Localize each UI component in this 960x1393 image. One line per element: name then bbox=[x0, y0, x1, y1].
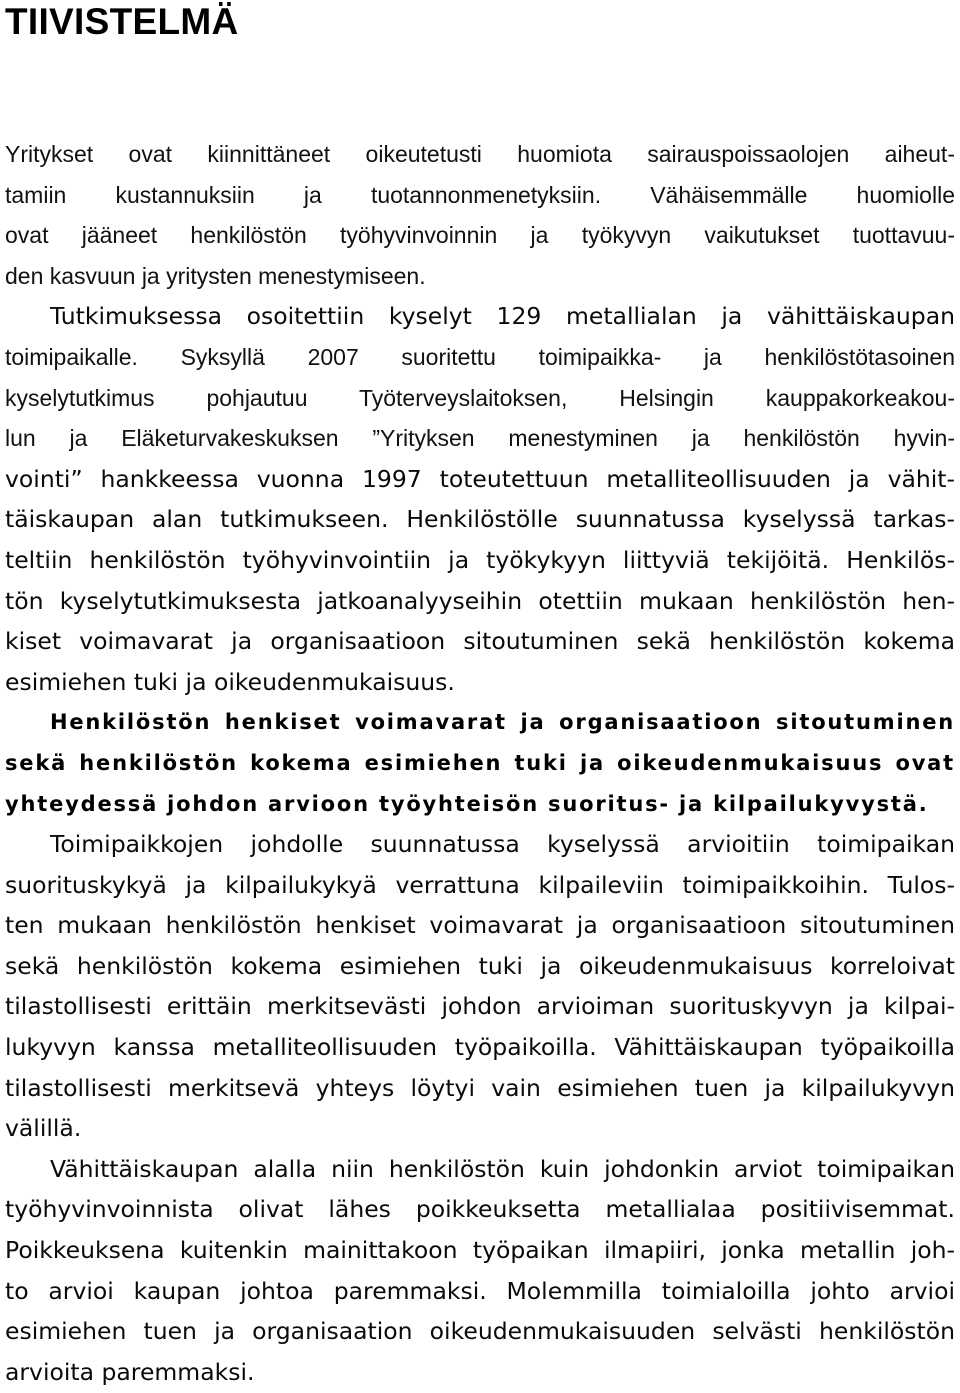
bold-text-line: yhteydessä johdon arvioon työyhteisön suoritus- ja kilpailukyvystä. bbox=[5, 791, 929, 816]
text-line: välillä. bbox=[5, 1114, 82, 1143]
text-line: lun ja Eläketurvakeskuksen ”Yrityksen menestyminen ja henkilöstön hyvin- bbox=[5, 425, 955, 452]
abstract-body bbox=[5, 134, 955, 1392]
text-line: tön kyselytutkimuksesta jatkoanalyyseihin otettiin mukaan henkilöstön hen- bbox=[5, 586, 955, 615]
page-title: TIIVISTELMÄ bbox=[5, 1, 239, 42]
text-line: työhyvinvoinnista olivat lähes poikkeuksetta metallialaa positiivisemmat. bbox=[5, 1195, 955, 1224]
text-line: esimiehen tuki ja oikeudenmukaisuus. bbox=[5, 667, 455, 696]
abstract-paragraph-2 bbox=[5, 296, 955, 702]
text-line: lukyvyn kanssa metalliteollisuuden työpaikoilla. Vähittäiskaupan työpaikoilla bbox=[5, 1033, 955, 1062]
abstract-paragraph-4 bbox=[5, 1149, 955, 1393]
text-line: den kasvuun ja yritysten menestymiseen. bbox=[5, 262, 426, 289]
text-line: arvioita paremmaksi. bbox=[5, 1357, 255, 1386]
bold-text-line: Henkilöstön henkiset voimavarat ja organisaatioon sitoutuminen bbox=[50, 710, 955, 735]
text-line: tilastollisesti merkitsevä yhteys löytyi vain esimiehen tuen ja kilpailukyvyn bbox=[5, 1073, 955, 1102]
abstract-key-finding bbox=[5, 702, 955, 824]
text-line: ten mukaan henkilöstön henkiset voimavarat ja organisaatioon sitoutuminen bbox=[5, 911, 955, 940]
text-line: to arvioi kaupan johtoa paremmaksi. Molemmilla toimialoilla johto arvioi bbox=[5, 1276, 955, 1305]
abstract-paragraph-3 bbox=[5, 824, 955, 1149]
text-line: esimiehen tuen ja organisaation oikeudenmukaisuuden selvästi henkilöstön bbox=[5, 1317, 955, 1346]
text-line: Toimipaikkojen johdolle suunnatussa kyselyssä arvioitiin toimipaikan bbox=[50, 830, 955, 859]
text-line: teltiin henkilöstön työhyvinvointiin ja työkykyyn liittyviä tekijöitä. Henkilös- bbox=[5, 545, 955, 574]
text-line: suorituskykyä ja kilpailukykyä verrattuna kilpaileviin toimipaikkoihin. Tulos- bbox=[5, 870, 955, 899]
abstract-paragraph-1 bbox=[5, 134, 955, 296]
text-line: Vähittäiskaupan alalla niin henkilöstön kuin johdonkin arviot toimipaikan bbox=[50, 1154, 955, 1183]
text-line: toimipaikalle. Syksyllä 2007 suoritettu toimipaikka- ja henkilöstötasoinen bbox=[5, 343, 955, 370]
text-line: ovat jääneet henkilöstön työhyvinvoinnin ja työkyvyn vaikutukset tuottavuu- bbox=[5, 222, 955, 249]
text-line: vointi” hankkeessa vuonna 1997 toteutettuun metalliteollisuuden ja vähit- bbox=[5, 464, 955, 493]
text-line: kyselytutkimus pohjautuu Työterveyslaitoksen, Helsingin kauppakorkeakou- bbox=[5, 384, 955, 411]
text-line: täiskaupan alan tutkimukseen. Henkilöstölle suunnatussa kyselyssä tarkas- bbox=[5, 505, 955, 534]
text-line: tilastollisesti erittäin merkitsevästi johdon arvioiman suorituskyvyn ja kilpai- bbox=[5, 992, 955, 1021]
text-line: Yritykset ovat kiinnittäneet oikeutetusti huomiota sairauspoissaolojen aiheut- bbox=[5, 141, 955, 167]
text-line: tamiin kustannuksiin ja tuotannonmenetyksiin. Vähäisemmälle huomiolle bbox=[5, 181, 955, 208]
text-line: kiset voimavarat ja organisaatioon sitoutuminen sekä henkilöstön kokema bbox=[5, 627, 955, 656]
bold-text-line: sekä henkilöstön kokema esimiehen tuki ja oikeudenmukaisuus ovat bbox=[5, 750, 955, 775]
text-line: Poikkeuksena kuitenkin mainittakoon työpaikan ilmapiiri, jonka metallin joh- bbox=[5, 1236, 955, 1265]
text-line: Tutkimuksessa osoitettiin kyselyt 129 metallialan ja vähittäiskaupan bbox=[50, 302, 955, 331]
text-line: sekä henkilöstön kokema esimiehen tuki ja oikeudenmukaisuus korreloivat bbox=[5, 951, 955, 980]
